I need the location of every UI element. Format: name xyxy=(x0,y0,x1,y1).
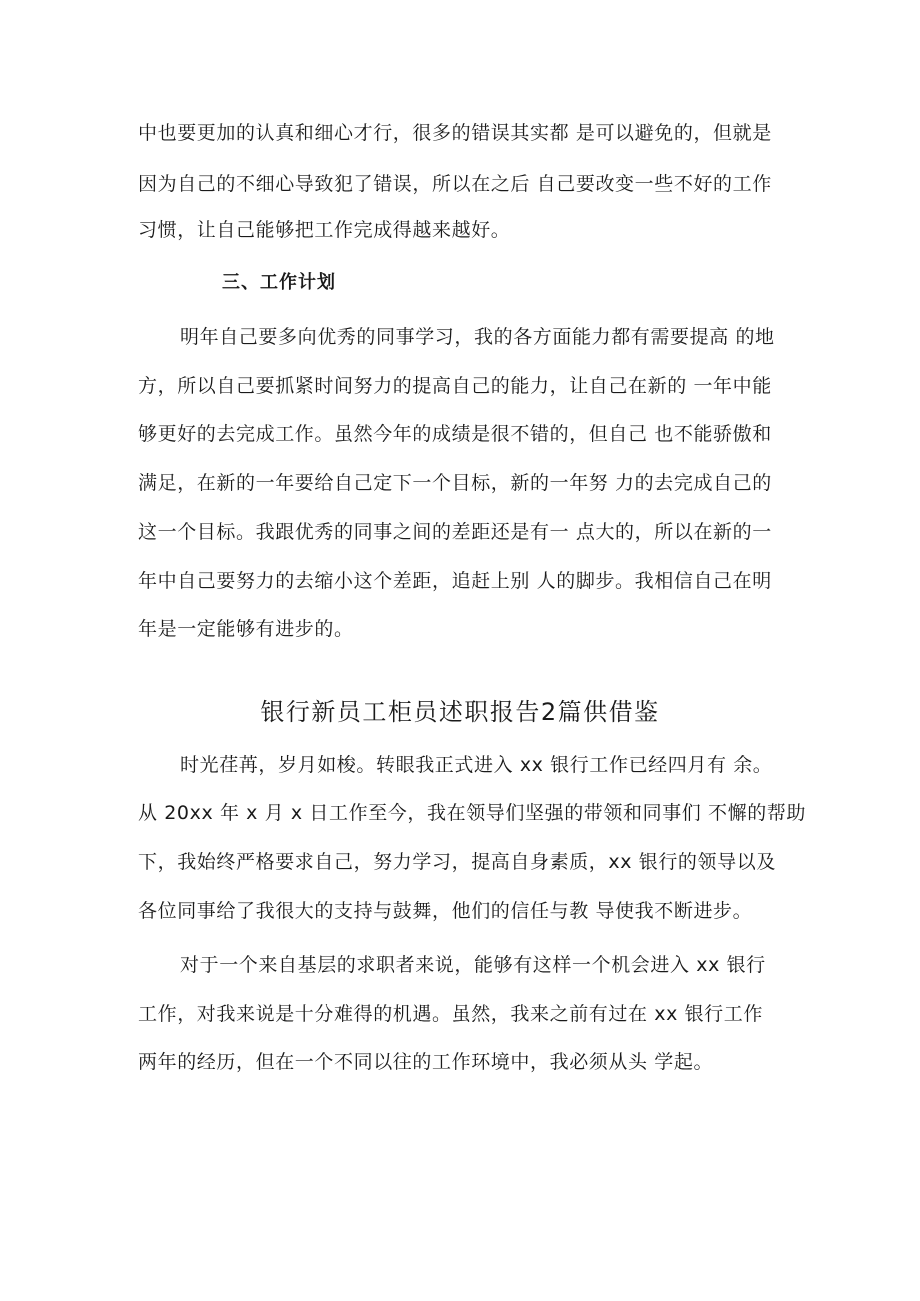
paragraph-line: 方，所以自己要抓紧时间努力的提高自己的能力，让自己在新的 一年中能 xyxy=(138,375,772,397)
paragraph-line: 两年的经历，但在一个不同以往的工作环境中，我必须从头 学起。 xyxy=(138,1051,714,1073)
paragraph-line: 从 20xx 年 x 月 x 日工作至今，我在领导们坚强的带领和同事们 不懈的帮助 xyxy=(138,802,807,824)
paragraph-line: 因为自己的不细心导致犯了错误，所以在之后 自己要改变一些不好的工作 xyxy=(138,173,772,195)
document-title: 银行新员工柜员述职报告2篇供借鉴 xyxy=(260,698,660,726)
paragraph-line: 明年自己要多向优秀的同事学习，我的各方面能力都有需要提高 的地 xyxy=(180,326,775,348)
paragraph-line: 年中自己要努力的去缩小这个差距，追赶上别 人的脚步。我相信自己在明 xyxy=(138,570,772,592)
paragraph-line: 中也要更加的认真和细心才行，很多的错误其实都 是可以避免的，但就是 xyxy=(138,122,772,144)
paragraph-line: 下，我始终严格要求自己，努力学习，提高自身素质，xx 银行的领导以及 xyxy=(138,851,776,873)
paragraph-line: 对于一个来自基层的求职者来说，能够有这样一个机会进入 xx 银行 xyxy=(180,954,766,976)
paragraph-line: 这一个目标。我跟优秀的同事之间的差距还是有一 点大的，所以在新的一 xyxy=(138,521,772,543)
paragraph-line: 习惯，让自己能够把工作完成得越来越好。 xyxy=(138,219,511,241)
section-heading: 三、工作计划 xyxy=(222,272,336,293)
paragraph-line: 够更好的去完成工作。虽然今年的成绩是很不错的，但自己 也不能骄傲和 xyxy=(138,423,772,445)
paragraph-line: 满足，在新的一年要给自己定下一个目标，新的一年努 力的去完成自己的 xyxy=(138,472,772,494)
paragraph-line: 时光荏苒，岁月如梭。转眼我正式进入 xx 银行工作已经四月有 余。 xyxy=(180,754,773,776)
paragraph-line: 年是一定能够有进步的。 xyxy=(138,618,354,640)
paragraph-line: 工作，对我来说是十分难得的机遇。虽然，我来之前有过在 xx 银行工作 xyxy=(138,1003,763,1025)
paragraph-line: 各位同事给了我很大的支持与鼓舞，他们的信任与教 导使我不断进步。 xyxy=(138,900,753,922)
